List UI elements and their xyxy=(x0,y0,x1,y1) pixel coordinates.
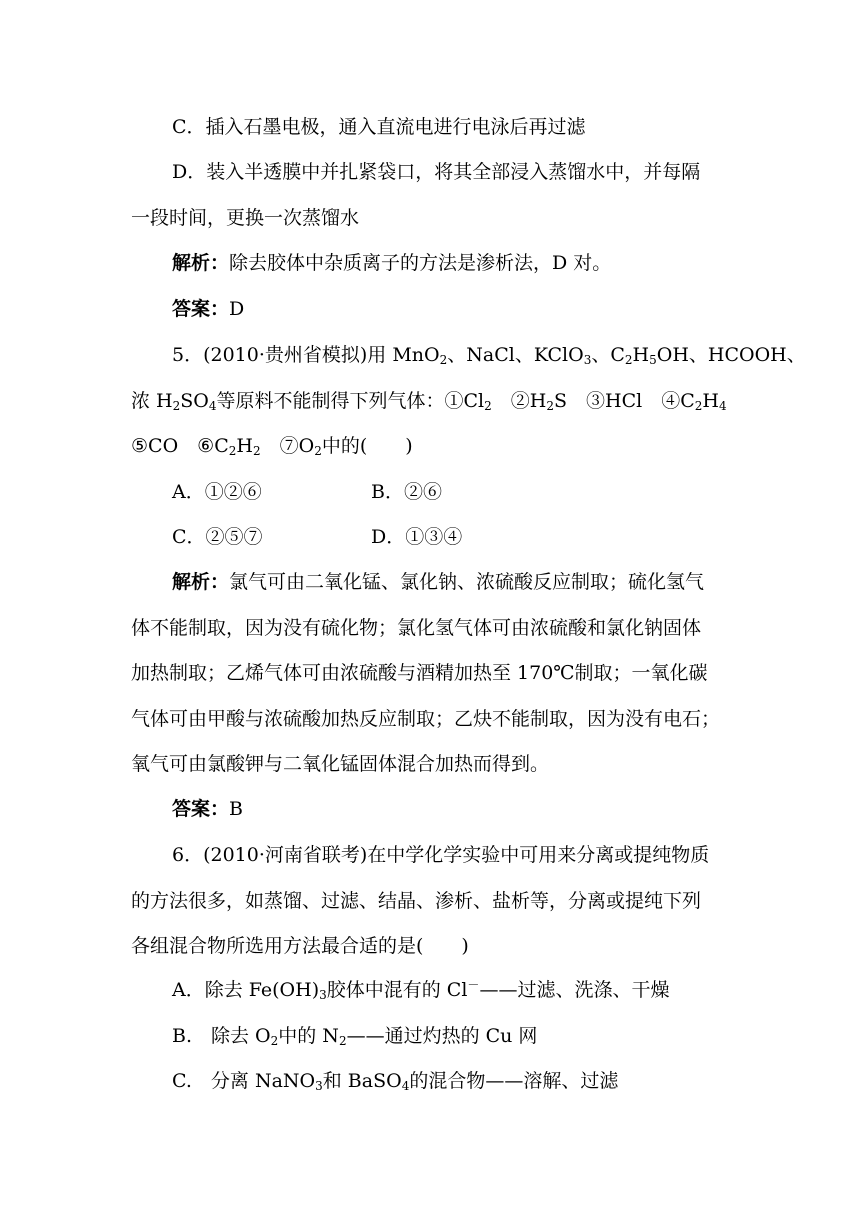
q4-option-d-line1: D．装入半透膜中并扎紧袋口，将其全部浸入蒸馏水中，并每隔 xyxy=(172,161,701,183)
q4-option-c: C．插入石墨电极，通入直流电进行电泳后再过滤 xyxy=(172,116,586,138)
q6-stem-line3: 各组混合物所选用方法最合适的是( ) xyxy=(131,935,469,957)
q5-stem-line1: 5．(2010·贵州省模拟)用 MnO$_2$、NaCl、KClO$_3$、$C_2H_5OH$、HCOOH、 xyxy=(172,344,806,367)
q5-stem-line3: ⑤CO $⑥C_2H_2$ $⑦O_2$中的( ) xyxy=(131,435,413,458)
q5-analysis-line1 xyxy=(172,570,860,594)
answer-label: 答案： xyxy=(172,798,230,820)
q5-option-d: D．①③④ xyxy=(371,526,463,548)
q5-option-b: B．②⑥ xyxy=(371,481,442,503)
analysis-label: 解析： xyxy=(172,571,230,593)
q5-stem-line2: 浓 $H_2SO_4$等原料不能制得下列气体：$①Cl_2$ $②H_2S$ ③HCl $④C_2H_4$ xyxy=(131,390,727,413)
q5-analysis-line5: 氧气可由氯酸钾与二氧化锰固体混合加热而得到。 xyxy=(131,753,550,775)
q5-option-a: A．①②⑥ xyxy=(172,481,262,503)
q4-answer xyxy=(172,297,860,321)
q5-analysis-line2: 体不能制取，因为没有硫化物；氯化氢气体可由浓硫酸和氯化钠固体 xyxy=(131,617,702,639)
analysis-label: 解析： xyxy=(172,252,230,274)
q6-stem-line2: 的方法很多，如蒸馏、过滤、结晶、渗析、盐析等，分离或提纯下列 xyxy=(131,890,702,912)
analysis-text: 除去胶体中杂质离子的方法是渗析法，D 对。 xyxy=(229,252,612,274)
q5-answer xyxy=(172,797,860,821)
q6-option-a: A．除去 $Fe(OH)_3$胶体中混有的 Cl－——过滤、洗涤、干燥 xyxy=(172,978,670,1002)
q5-analysis-line3: 加热制取；乙烯气体可由浓硫酸与酒精加热至 170℃制取；一氧化碳 xyxy=(131,662,708,684)
analysis-text: 氯气可由二氧化锰、氯化钠、浓硫酸反应制取；硫化氢气 xyxy=(229,571,705,593)
q6-option-c: C. 分离 NaNO$_3$和 BaSO$_4$的混合物——溶解、过滤 xyxy=(172,1070,619,1093)
q4-analysis xyxy=(172,251,860,275)
q5-analysis-line4: 气体可由甲酸与浓硫酸加热反应制取；乙炔不能制取，因为没有电石； xyxy=(131,708,721,730)
q5-option-c: C．②⑤⑦ xyxy=(172,526,263,548)
answer-label: 答案： xyxy=(172,298,230,320)
q6-option-b: B. 除去 $O_2$中的 $N_2——$通过灼热的 Cu 网 xyxy=(172,1025,538,1048)
answer-value: B xyxy=(229,798,243,820)
q4-option-d-line2: 一段时间，更换一次蒸馏水 xyxy=(131,207,360,229)
answer-value: D xyxy=(229,298,245,320)
q6-stem-line1: 6．(2010·河南省联考)在中学化学实验中可用来分离或提纯物质 xyxy=(172,844,710,866)
